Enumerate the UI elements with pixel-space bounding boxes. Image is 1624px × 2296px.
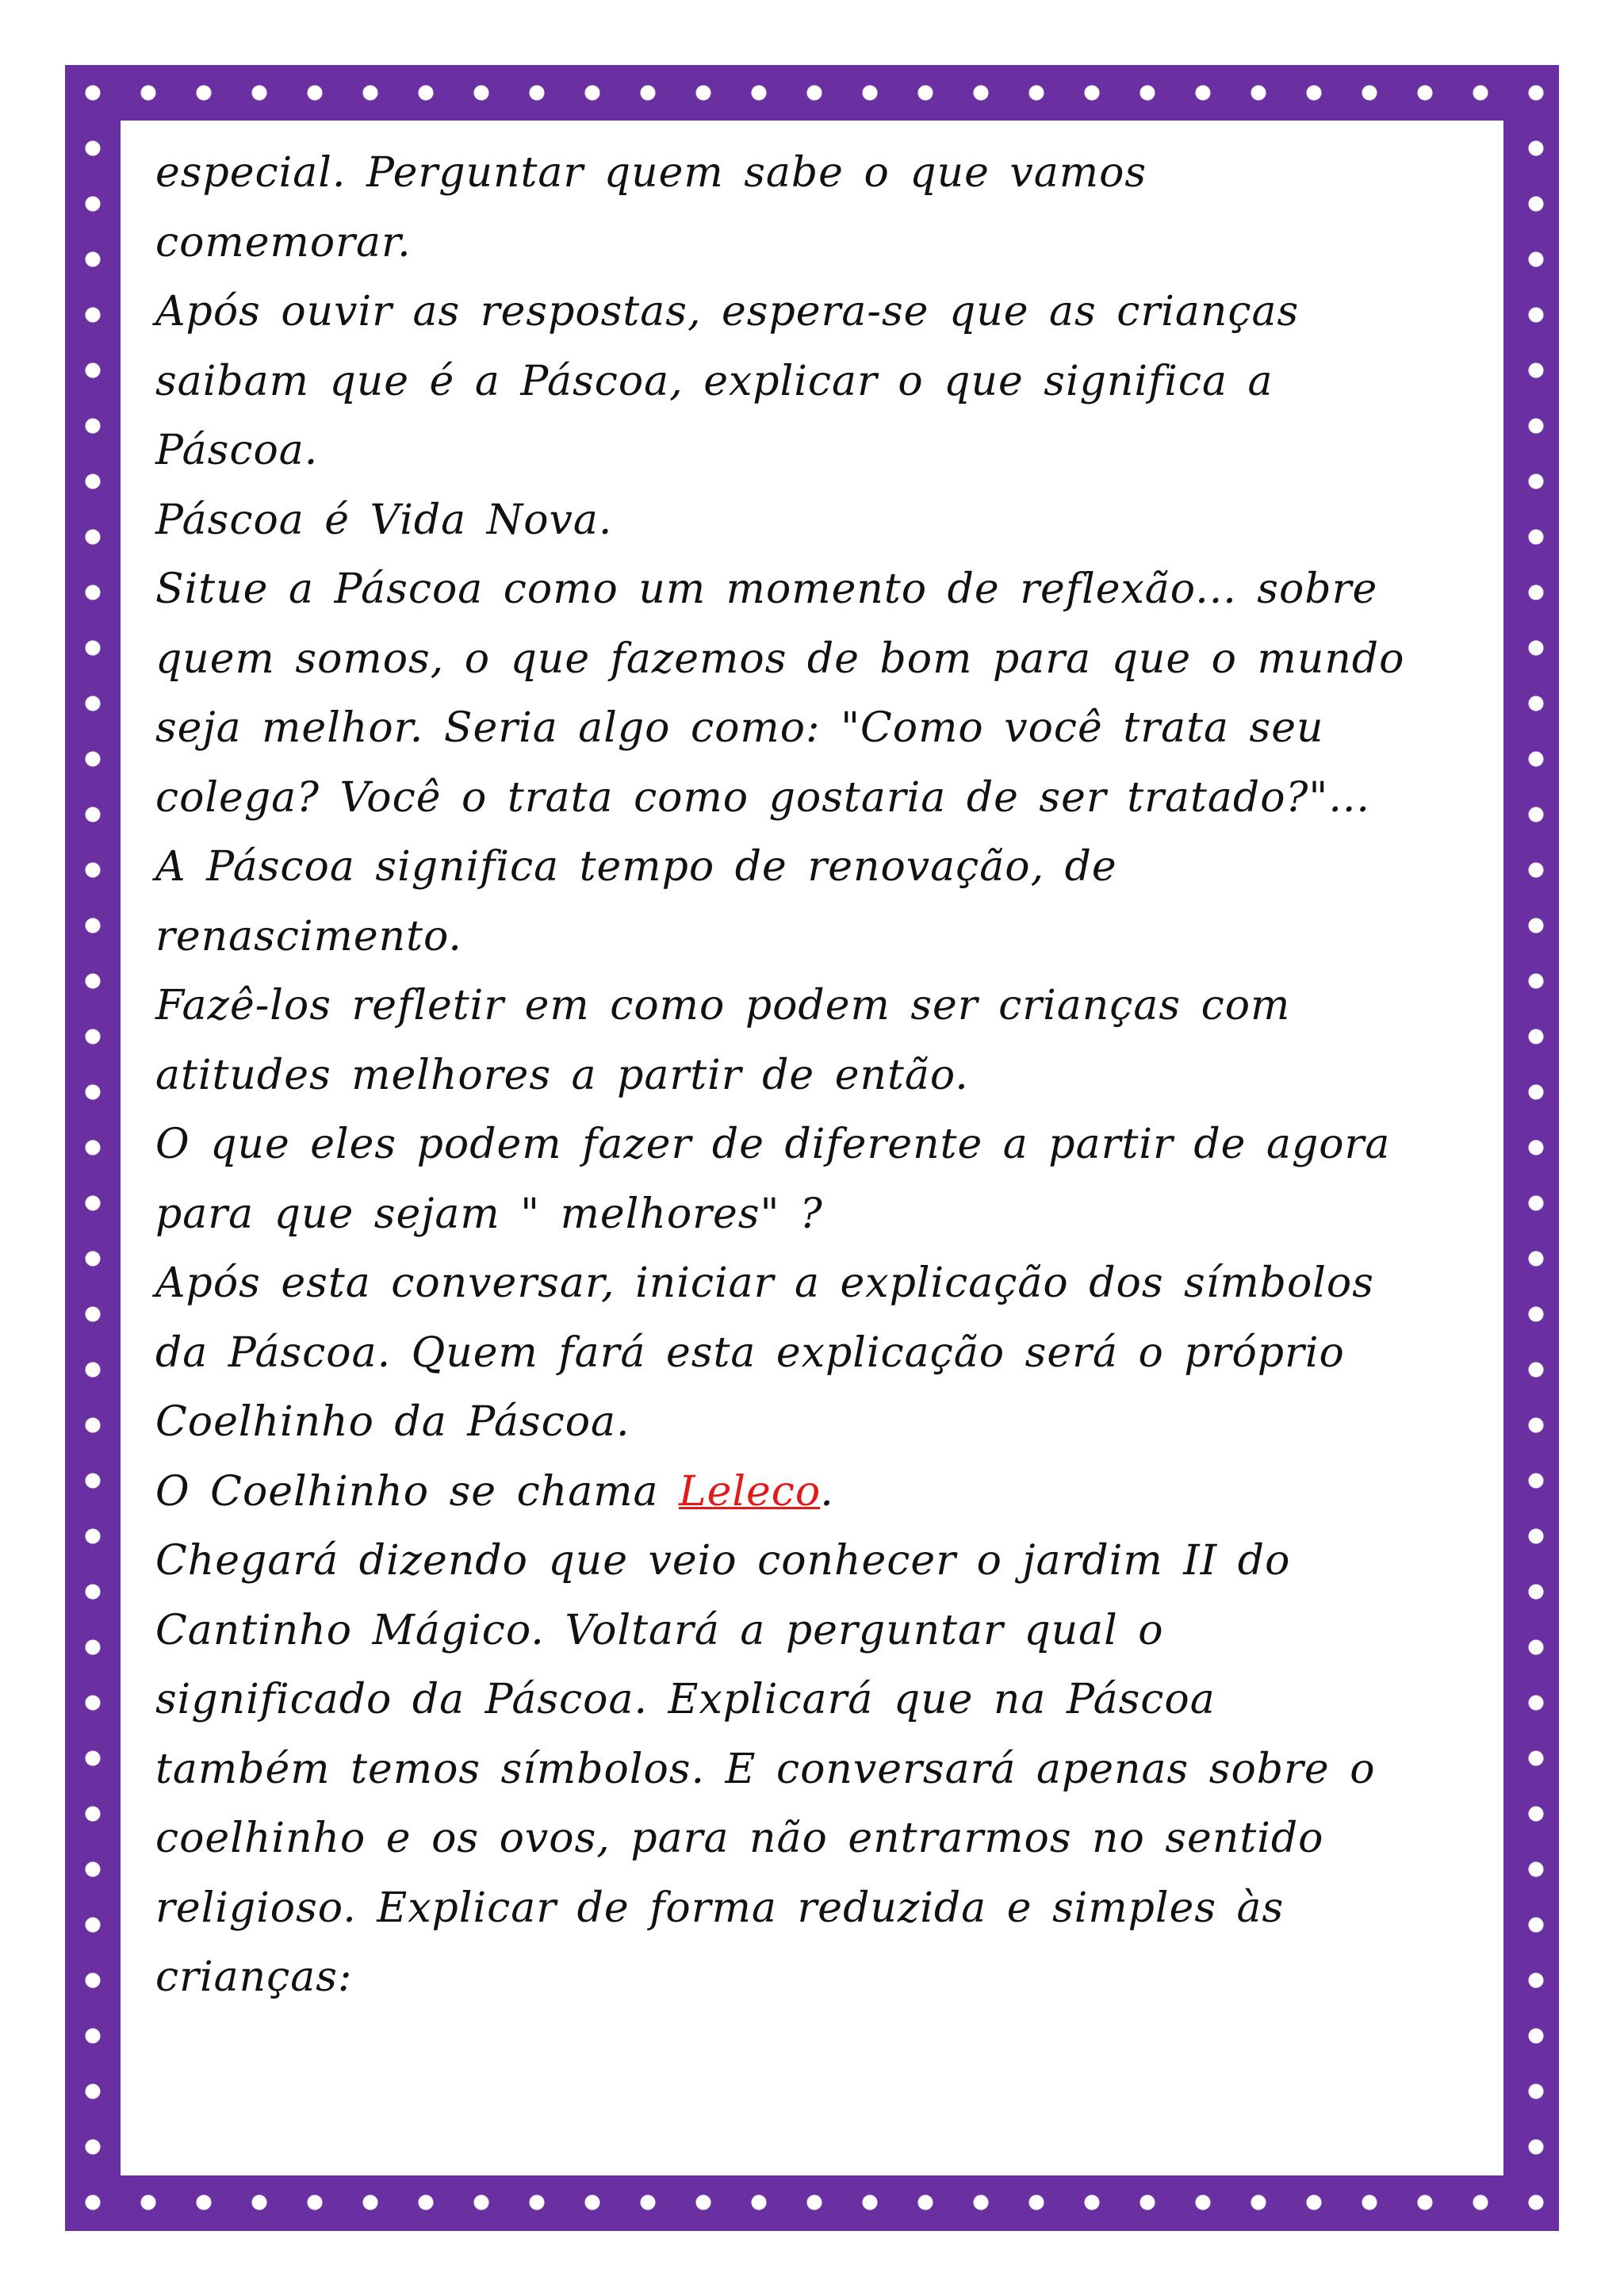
- text-line: religioso. Explicar de forma reduzida e simples às: [155, 1884, 1285, 1932]
- text-line: Chegará dizendo que veio conhecer o jardim II do: [155, 1537, 1291, 1585]
- text-line: Após ouvir as respostas, espera-se que as crianças: [155, 288, 1300, 335]
- rabbit-name-line: [155, 1458, 1488, 1527]
- lesson-text: [155, 139, 1488, 2013]
- rabbit-line-suffix: .: [820, 1467, 834, 1516]
- text-line: Cantinho Mágico. Voltará a perguntar qual o: [155, 1606, 1164, 1654]
- text-line: Páscoa.: [155, 427, 319, 474]
- text-line: colega? Você o trata como gostaria de ser tratado?"...: [155, 773, 1370, 822]
- text-line: quem somos, o que fazemos de bom para que o mundo: [155, 634, 1405, 683]
- text-line: também temos símbolos. E conversará apenas sobre o: [155, 1745, 1376, 1793]
- text-line: crianças:: [155, 1953, 353, 2001]
- text-line: comemorar.: [155, 218, 412, 266]
- text-line: Após esta conversar, iniciar a explicação dos símbolos: [155, 1259, 1374, 1307]
- text-line: O que eles podem fazer de diferente a partir de agora: [155, 1121, 1391, 1168]
- text-line: saibam que é a Páscoa, explicar o que significa a: [155, 357, 1274, 405]
- text-line: Situe a Páscoa como um momento de reflexão... sobre: [155, 565, 1378, 613]
- rabbit-line-prefix: O Coelhinho se chama: [155, 1467, 680, 1516]
- text-line: Coelhinho da Páscoa.: [155, 1398, 630, 1446]
- text-line: A Páscoa significa tempo de renovação, de: [155, 843, 1117, 891]
- text-line: significado da Páscoa. Explicará que na Páscoa: [155, 1676, 1216, 1723]
- text-line: coelhinho e os ovos, para não entrarmos no sentido: [155, 1815, 1324, 1862]
- text-line: para que sejam " melhores" ?: [155, 1190, 823, 1238]
- text-line: Fazê-los refletir em como podem ser crianças com: [155, 982, 1291, 1029]
- text-line: da Páscoa. Quem fará esta explicação será o próprio: [155, 1328, 1345, 1377]
- text-line: Páscoa é Vida Nova.: [155, 496, 613, 544]
- text-line: especial. Perguntar quem sabe o que vamos: [155, 149, 1147, 197]
- text-line: seja melhor. Seria algo como: "Como você trata seu: [155, 704, 1324, 752]
- text-line: renascimento.: [155, 912, 462, 960]
- rabbit-name: Leleco: [679, 1467, 821, 1516]
- text-line: atitudes melhores a partir de então.: [155, 1051, 969, 1099]
